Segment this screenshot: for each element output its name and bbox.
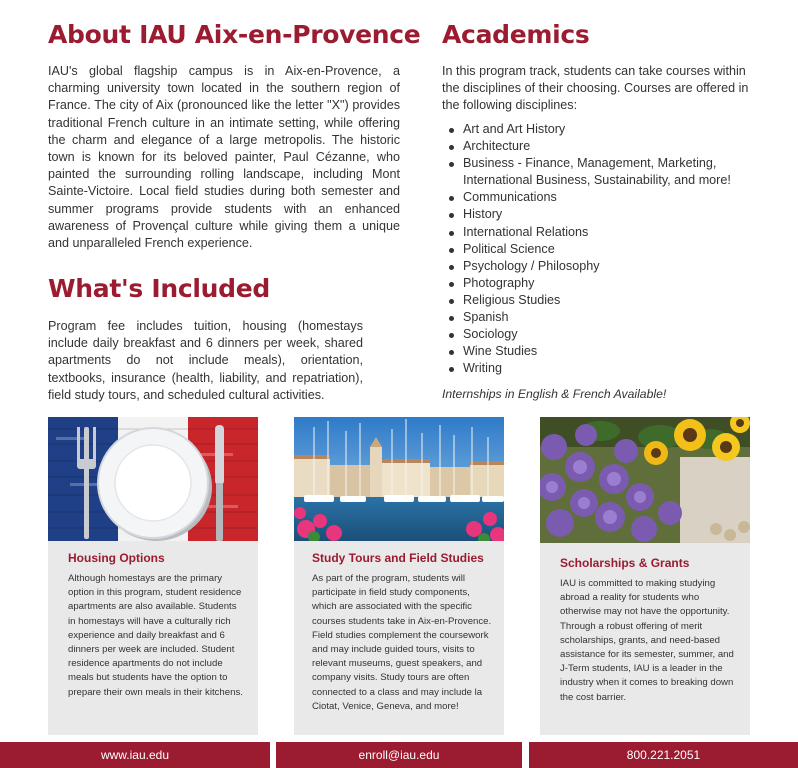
footer-website[interactable]: www.iau.edu: [0, 742, 270, 768]
discipline-item: Art and Art History: [449, 121, 759, 138]
discipline-item: Communications: [449, 189, 759, 206]
academics-intro: In this program track, students can take courses within the disciplines of their choosing. Courses are offered in the following disciplines:: [442, 64, 749, 113]
harbor-boats-image: [294, 417, 504, 541]
academics-heading: Academics: [442, 20, 590, 49]
card-text: As part of the program, students will participate in field study components, which are associated with the specific courses students take in Aix-en-Provence. Field studies complement the coursework and may include guided tours, visits to relevant museums, guest speakers, and company visits. Study tours are often connected to a class and may include la Ciotat, Venice, Geneva, and more!: [312, 573, 492, 712]
card-title: Scholarships & Grants: [560, 556, 690, 570]
study-tours-card: [294, 417, 504, 735]
discipline-item: Architecture: [449, 138, 759, 155]
discipline-item: Wine Studies: [449, 343, 759, 360]
discipline-item: Spanish: [449, 309, 759, 326]
scholarships-card: [540, 417, 750, 735]
footer-email[interactable]: enroll@iau.edu: [276, 742, 522, 768]
discipline-item: International Relations: [449, 224, 759, 241]
discipline-item: Sociology: [449, 326, 759, 343]
card-title: Study Tours and Field Studies: [312, 551, 484, 565]
whats-included-text: Program fee includes tuition, housing (homestays include daily breakfast and 6 dinners per week, shared apartments do not include meals), orientation, textbooks, insurance (health, liability, and repatriation), field study tours, and scheduled cultural activities.: [48, 319, 363, 402]
about-text: IAU's global flagship campus is in Aix-en-Provence, a charming university town located in the southern region of France. The city of Aix (pronounced like the letter "X") provides traditional French culture in an intimate setting, while offering the charm and elegance of a large metropolis. The historic town is known for its beloved painter, Paul Cézanne, who painted the surrounding rolling landscape, including Mont Sainte-Victoire. Local field studies during both semester and summer programs provide students with an enhanced awareness of Provençal culture while giving them a unique and unparalleled French experience.: [48, 64, 400, 251]
card-text: IAU is committed to making studying abroad a reality for students who otherwise may not have the opportunity. Through a robust offering of merit scholarships, grants, and need-based assistance for its semester, summer, and J-Term students, IAU is a leader in the industry when it comes to breaking down the cost barrier.: [560, 578, 734, 703]
discipline-item: Religious Studies: [449, 292, 759, 309]
discipline-item: Photography: [449, 275, 759, 292]
whats-included-heading: What's Included: [48, 274, 270, 303]
disciplines-list: [449, 121, 759, 377]
discipline-item: History: [449, 206, 759, 223]
dinner-plate-flag-image: [48, 417, 258, 541]
discipline-item: Psychology / Philosophy: [449, 258, 759, 275]
flowers-market-image: [540, 417, 750, 543]
footer-phone[interactable]: 800.221.2051: [529, 742, 798, 768]
card-text: Although homestays are the primary option in this program, student residence apartments are also available. Students in homestays will have a culturally rich experience and daily breakfast and 6 dinners per week are included. Student residence apartments do not include meals but students have the option to prepare their own meals in their kitchens.: [68, 573, 243, 698]
internships-note: Internships in English & French Available!: [442, 387, 667, 401]
discipline-item: Political Science: [449, 241, 759, 258]
about-heading: About IAU Aix-en-Provence: [48, 20, 421, 49]
housing-options-card: [48, 417, 258, 735]
discipline-item: Business - Finance, Management, Marketing, International Business, Sustainability, and more!: [449, 155, 759, 189]
discipline-item: Writing: [449, 360, 759, 377]
card-title: Housing Options: [68, 551, 165, 565]
